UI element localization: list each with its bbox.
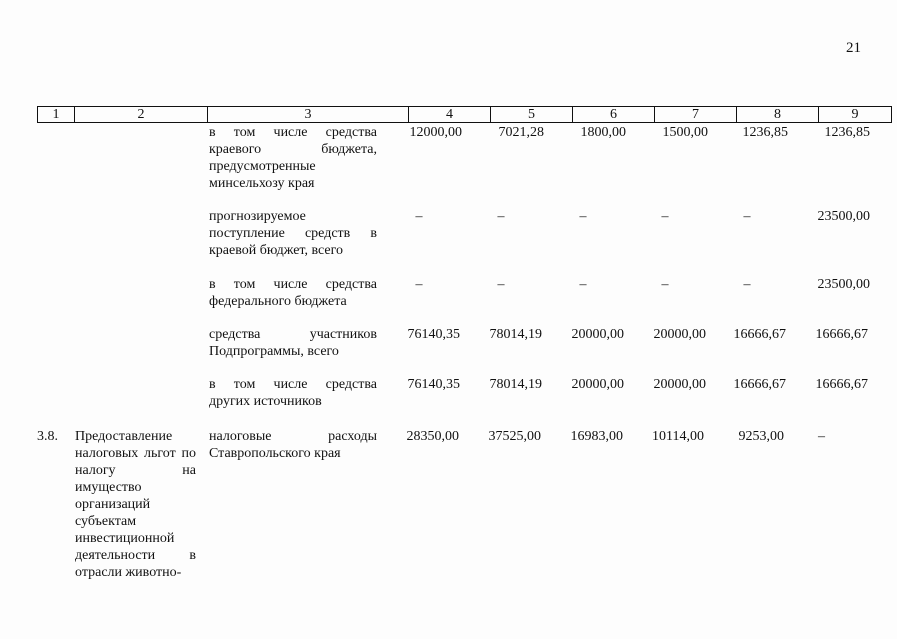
value-col8: 1236,85 — [742, 125, 788, 140]
row-description: в том числе средства федерального бюджета — [209, 277, 377, 309]
value-col8: 16666,67 — [733, 377, 786, 392]
column-header-5: 5 — [491, 107, 573, 123]
row-description: прогнозируемое поступление средств в краевой бюджет, всего — [209, 209, 377, 258]
value-col4: 76140,35 — [407, 327, 460, 342]
value-col9: 16666,67 — [815, 377, 868, 392]
value-col6: 20000,00 — [571, 377, 624, 392]
column-header-table — [37, 106, 892, 123]
value-col5: – — [497, 209, 505, 224]
value-col9: 23500,00 — [817, 277, 870, 292]
value-col9: 23500,00 — [817, 209, 870, 224]
value-col9: 1236,85 — [824, 125, 870, 140]
value-col7: 10114,00 — [652, 429, 704, 444]
value-col7: 20000,00 — [653, 327, 706, 342]
column-header-7: 7 — [655, 107, 737, 123]
column-header-6: 6 — [573, 107, 655, 123]
value-col7: – — [661, 277, 669, 292]
row-description: в том числе средства других источников — [209, 377, 377, 409]
value-col6: – — [579, 209, 587, 224]
item-number: 3.8. — [37, 429, 58, 444]
value-col6: – — [579, 277, 587, 292]
page-number: 21 — [846, 40, 861, 56]
item-name: Предоставление налоговых льгот по налогу на имущество организаций субъектам инвестиционной деятельности в отрасли животно- — [75, 429, 196, 580]
value-col8: 16666,67 — [733, 327, 786, 342]
value-col8: – — [743, 209, 751, 224]
column-header-4: 4 — [409, 107, 491, 123]
value-col4: 28350,00 — [406, 429, 459, 444]
value-col4: 76140,35 — [407, 377, 460, 392]
column-header-1: 1 — [38, 107, 75, 123]
column-header-2: 2 — [75, 107, 208, 123]
row-description: налоговые расходы Ставропольского края — [209, 429, 377, 461]
value-col5: 37525,00 — [488, 429, 541, 444]
value-col7: – — [661, 209, 669, 224]
value-col9: – — [818, 429, 825, 444]
value-col6: 16983,00 — [570, 429, 623, 444]
row-description: в том числе средства краевого бюджета, предусмотренные минсельхозу края — [209, 125, 377, 191]
value-col5: 78014,19 — [489, 327, 542, 342]
value-col8: – — [743, 277, 751, 292]
value-col5: 78014,19 — [489, 377, 542, 392]
value-col5: 7021,28 — [498, 125, 544, 140]
value-col7: 20000,00 — [653, 377, 706, 392]
value-col4: – — [415, 277, 423, 292]
column-header-9: 9 — [819, 107, 892, 123]
value-col7: 1500,00 — [662, 125, 708, 140]
column-header-3: 3 — [208, 107, 409, 123]
value-col4: 12000,00 — [409, 125, 462, 140]
value-col6: 20000,00 — [571, 327, 624, 342]
value-col4: – — [415, 209, 423, 224]
value-col6: 1800,00 — [580, 125, 626, 140]
row-description: средства участников Подпрограммы, всего — [209, 327, 377, 359]
value-col5: – — [497, 277, 505, 292]
value-col9: 16666,67 — [815, 327, 868, 342]
value-col8: 9253,00 — [738, 429, 784, 444]
column-header-8: 8 — [737, 107, 819, 123]
